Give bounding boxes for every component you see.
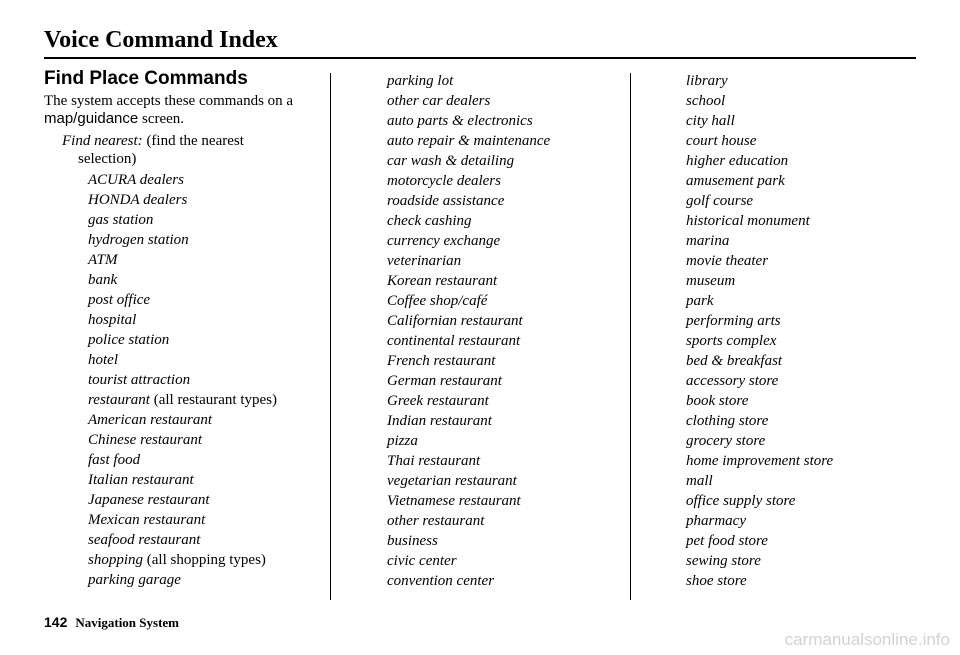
command-text: mall <box>686 473 713 489</box>
command-text: auto repair & maintenance <box>387 133 551 149</box>
command-item <box>686 111 946 131</box>
command-text: Coffee shop/café <box>387 293 488 309</box>
command-text: library <box>686 73 728 89</box>
command-item <box>88 250 324 270</box>
command-item <box>686 211 946 231</box>
command-item <box>686 351 946 371</box>
command-item <box>387 471 627 491</box>
command-item <box>88 550 324 570</box>
command-item <box>88 470 324 490</box>
command-text: restaurant <box>88 392 150 408</box>
command-item <box>686 411 946 431</box>
command-item <box>88 290 324 310</box>
intro-text <box>44 92 324 128</box>
intro-start: The system accepts these commands on a <box>44 93 294 109</box>
page-footer <box>44 614 179 632</box>
command-text: auto parts & electronics <box>387 113 533 129</box>
command-item <box>686 291 946 311</box>
command-item <box>88 570 324 590</box>
command-item <box>387 531 627 551</box>
column-1 <box>44 68 324 590</box>
command-text: Japanese restaurant <box>88 492 210 508</box>
command-item <box>387 311 627 331</box>
header-rule <box>44 57 916 59</box>
command-text: pet food store <box>686 533 768 549</box>
command-item <box>686 531 946 551</box>
page-title: Voice Command Index <box>44 27 278 53</box>
command-text: motorcycle dealers <box>387 173 501 189</box>
command-text: parking lot <box>387 73 454 89</box>
command-item <box>686 391 946 411</box>
command-text: court house <box>686 133 757 149</box>
command-item <box>387 331 627 351</box>
command-item <box>88 390 324 410</box>
command-item <box>387 111 627 131</box>
command-item <box>88 310 324 330</box>
column-3 <box>686 69 946 591</box>
command-item <box>387 371 627 391</box>
command-text: pharmacy <box>686 513 746 529</box>
command-item <box>88 430 324 450</box>
command-note: (all shopping types) <box>146 552 266 568</box>
command-text: tourist attraction <box>88 372 191 388</box>
command-text: movie theater <box>686 253 769 269</box>
command-item <box>88 330 324 350</box>
command-item <box>387 451 627 471</box>
command-item <box>686 71 946 91</box>
command-item <box>387 551 627 571</box>
command-text: Indian restaurant <box>387 413 492 429</box>
command-note: (all restaurant types) <box>153 392 277 408</box>
command-text: veterinarian <box>387 253 462 269</box>
command-item <box>88 350 324 370</box>
command-list-2 <box>387 71 627 591</box>
command-text: police station <box>88 332 170 348</box>
command-text: French restaurant <box>387 353 496 369</box>
command-text: civic center <box>387 553 457 569</box>
command-text: school <box>686 93 726 109</box>
command-item <box>88 230 324 250</box>
command-text: vegetarian restaurant <box>387 473 517 489</box>
command-text: American restaurant <box>88 412 213 428</box>
command-text: Thai restaurant <box>387 453 481 469</box>
command-item <box>686 311 946 331</box>
command-item <box>686 491 946 511</box>
command-text: pizza <box>387 433 418 449</box>
command-item <box>387 571 627 591</box>
command-text: Italian restaurant <box>88 472 194 488</box>
command-item <box>387 251 627 271</box>
page-number: 142 <box>44 614 68 630</box>
command-text: check cashing <box>387 213 472 229</box>
command-item <box>88 370 324 390</box>
command-text: home improvement store <box>686 453 834 469</box>
command-text: book store <box>686 393 749 409</box>
command-text: convention center <box>387 573 495 589</box>
command-item <box>686 471 946 491</box>
command-text: accessory store <box>686 373 779 389</box>
command-text: car wash & detailing <box>387 153 515 169</box>
command-text: roadside assistance <box>387 193 505 209</box>
command-item <box>686 551 946 571</box>
command-text: HONDA dealers <box>88 192 188 208</box>
command-text: bed & breakfast <box>686 353 783 369</box>
command-text: other car dealers <box>387 93 491 109</box>
command-item <box>686 171 946 191</box>
watermark: carmanualsonline.info <box>784 630 950 649</box>
command-text: golf course <box>686 193 754 209</box>
command-item <box>387 271 627 291</box>
command-text: hydrogen station <box>88 232 189 248</box>
intro-end: screen. <box>141 111 185 127</box>
command-text: post office <box>88 292 151 308</box>
command-item <box>88 170 324 190</box>
command-item <box>686 131 946 151</box>
command-text: gas station <box>88 212 154 228</box>
command-item <box>686 251 946 271</box>
command-item <box>387 291 627 311</box>
command-item <box>88 210 324 230</box>
command-text: marina <box>686 233 730 249</box>
column-divider <box>630 73 631 600</box>
footer-title: Navigation System <box>75 615 179 630</box>
command-text: city hall <box>686 113 735 129</box>
command-text: fast food <box>88 452 141 468</box>
command-text: shoe store <box>686 573 747 589</box>
command-item <box>387 211 627 231</box>
command-item <box>686 371 946 391</box>
command-item <box>686 231 946 251</box>
command-text: clothing store <box>686 413 769 429</box>
command-text: historical monument <box>686 213 810 229</box>
command-item <box>387 91 627 111</box>
command-text: sports complex <box>686 333 777 349</box>
command-text: office supply store <box>686 493 796 509</box>
find-nearest-desc-cont: selection) <box>78 151 137 167</box>
command-text: German restaurant <box>387 373 502 389</box>
command-item <box>686 331 946 351</box>
command-text: parking garage <box>88 572 181 588</box>
find-nearest-label: Find nearest: <box>62 133 143 149</box>
column-divider <box>330 73 331 600</box>
command-text: sewing store <box>686 553 761 569</box>
command-text: grocery store <box>686 433 766 449</box>
command-text: museum <box>686 273 736 289</box>
command-item <box>686 451 946 471</box>
command-item <box>686 511 946 531</box>
command-text: ACURA dealers <box>88 172 184 188</box>
command-item <box>88 410 324 430</box>
command-text: seafood restaurant <box>88 532 201 548</box>
command-item <box>387 411 627 431</box>
command-item <box>686 571 946 591</box>
command-text: Californian restaurant <box>387 313 523 329</box>
command-text: continental restaurant <box>387 333 521 349</box>
command-item <box>686 151 946 171</box>
command-item <box>88 270 324 290</box>
command-text: performing arts <box>686 313 781 329</box>
command-item <box>88 530 324 550</box>
command-item <box>88 510 324 530</box>
command-item <box>88 450 324 470</box>
command-item <box>387 131 627 151</box>
find-nearest-desc: (find the nearest <box>146 133 244 149</box>
command-item <box>387 151 627 171</box>
command-text: ATM <box>88 252 118 268</box>
command-item <box>387 351 627 371</box>
command-text: other restaurant <box>387 513 485 529</box>
intro-screen-name: map/guidance <box>44 110 139 127</box>
command-text: Mexican restaurant <box>88 512 206 528</box>
command-item <box>387 191 627 211</box>
command-text: Korean restaurant <box>387 273 498 289</box>
command-text: hospital <box>88 312 137 328</box>
column-2 <box>387 69 627 591</box>
command-item <box>686 431 946 451</box>
command-text: higher education <box>686 153 789 169</box>
command-text: currency exchange <box>387 233 501 249</box>
command-text: Greek restaurant <box>387 393 489 409</box>
command-list-3 <box>686 71 946 591</box>
command-item <box>387 431 627 451</box>
command-item <box>88 490 324 510</box>
command-text: bank <box>88 272 118 288</box>
command-list-1 <box>44 170 324 590</box>
section-title: Find Place Commands <box>44 68 248 89</box>
command-text: park <box>686 293 714 309</box>
command-item <box>686 91 946 111</box>
command-item <box>686 191 946 211</box>
command-text: hotel <box>88 352 118 368</box>
command-item <box>387 511 627 531</box>
command-item <box>686 271 946 291</box>
command-item <box>387 171 627 191</box>
command-item <box>387 491 627 511</box>
command-text: Chinese restaurant <box>88 432 203 448</box>
command-text: business <box>387 533 438 549</box>
command-text: shopping <box>88 552 144 568</box>
command-text: Vietnamese restaurant <box>387 493 521 509</box>
find-nearest-command <box>62 132 324 168</box>
command-item <box>88 190 324 210</box>
command-item <box>387 71 627 91</box>
command-item <box>387 231 627 251</box>
command-item <box>387 391 627 411</box>
command-text: amusement park <box>686 173 785 189</box>
